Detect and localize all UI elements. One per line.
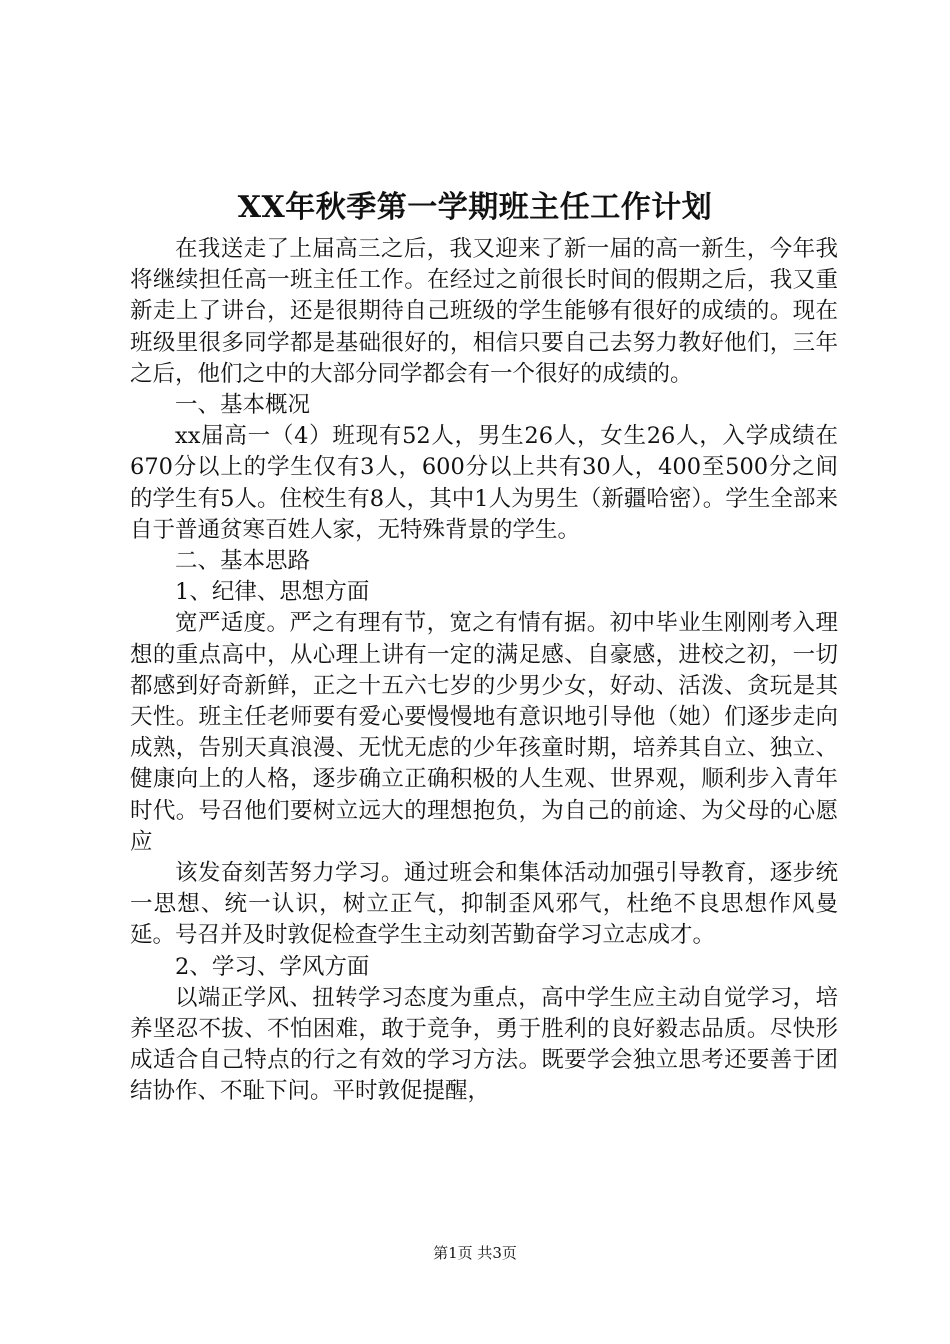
intro-paragraph: 在我送走了上届高三之后，我又迎来了新一届的高一新生，今年我将继续担任高一班主任工作。在经过之前很长时间的假期之后，我又重新走上了讲台，还是很期待自己班级的学生能够有很好的成绩的。现在班级里很多同学都是基础很好的，相信只要自己去努力教好他们，三年之后，他们之中的大部分同学都会有一个很好的成绩的。 <box>130 236 838 387</box>
document-body <box>130 234 838 1108</box>
discipline-continued-paragraph: 该发奋刻苦努力学习。通过班会和集体活动加强引导教育，逐步统一思想、统一认识，树立正气，抑制歪风邪气，杜绝不良思想作风曼延。号召并及时敦促检查学生主动刻苦勤奋学习立志成才。 <box>130 860 838 949</box>
section-heading-basic-overview: 一、基本概况 <box>175 392 311 419</box>
discipline-paragraph: 宽严适度。严之有理有节，宽之有情有据。初中毕业生刚刚考入理想的重点高中，从心理上讲有一定的满足感、自豪感，进校之初，一切都感到好奇新鲜，正之十五六七岁的少男少女，好动、活泼、贪玩是其天性。班主任老师要有爱心要慢慢地有意识地引导他（她）们逐步走向成熟，告别天真浪漫、无忧无虑的少年孩童时期，培养其自立、独立、健康向上的人格，逐步确立正确积极的人生观、世界观，顺利步入青年时代。号召他们要树立远大的理想抱负，为自己的前途、为父母的心愿应 <box>130 610 838 855</box>
subheading-discipline-thought: 1、纪律、思想方面 <box>175 579 370 606</box>
class-overview-paragraph: xx届高一（4）班现有52人，男生26人，女生26人，入学成绩在670分以上的学生仅有3人，600分以上共有30人，400至500分之间的学生有5人。住校生有8人，其中1人为男生（新疆哈密）。学生全部来自于普通贫寒百姓人家，无特殊背景的学生。 <box>130 423 838 543</box>
section-heading-basic-approach: 二、基本思路 <box>175 548 311 575</box>
document-title: XX年秋季第一学期班主任工作计划 <box>237 190 713 225</box>
page-footer: 第1页 共3页 <box>433 1244 517 1262</box>
subheading-study-style: 2、学习、学风方面 <box>175 953 370 980</box>
study-style-paragraph: 以端正学风、扭转学习态度为重点，高中学生应主动自觉学习，培养坚忍不拔、不怕困难，敢于竞争，勇于胜利的良好毅志品质。尽快形成适合自己特点的行之有效的学习方法。既要学会独立思考还要善于团结协作、不耻下问。平时敦促提醒， <box>130 984 838 1105</box>
